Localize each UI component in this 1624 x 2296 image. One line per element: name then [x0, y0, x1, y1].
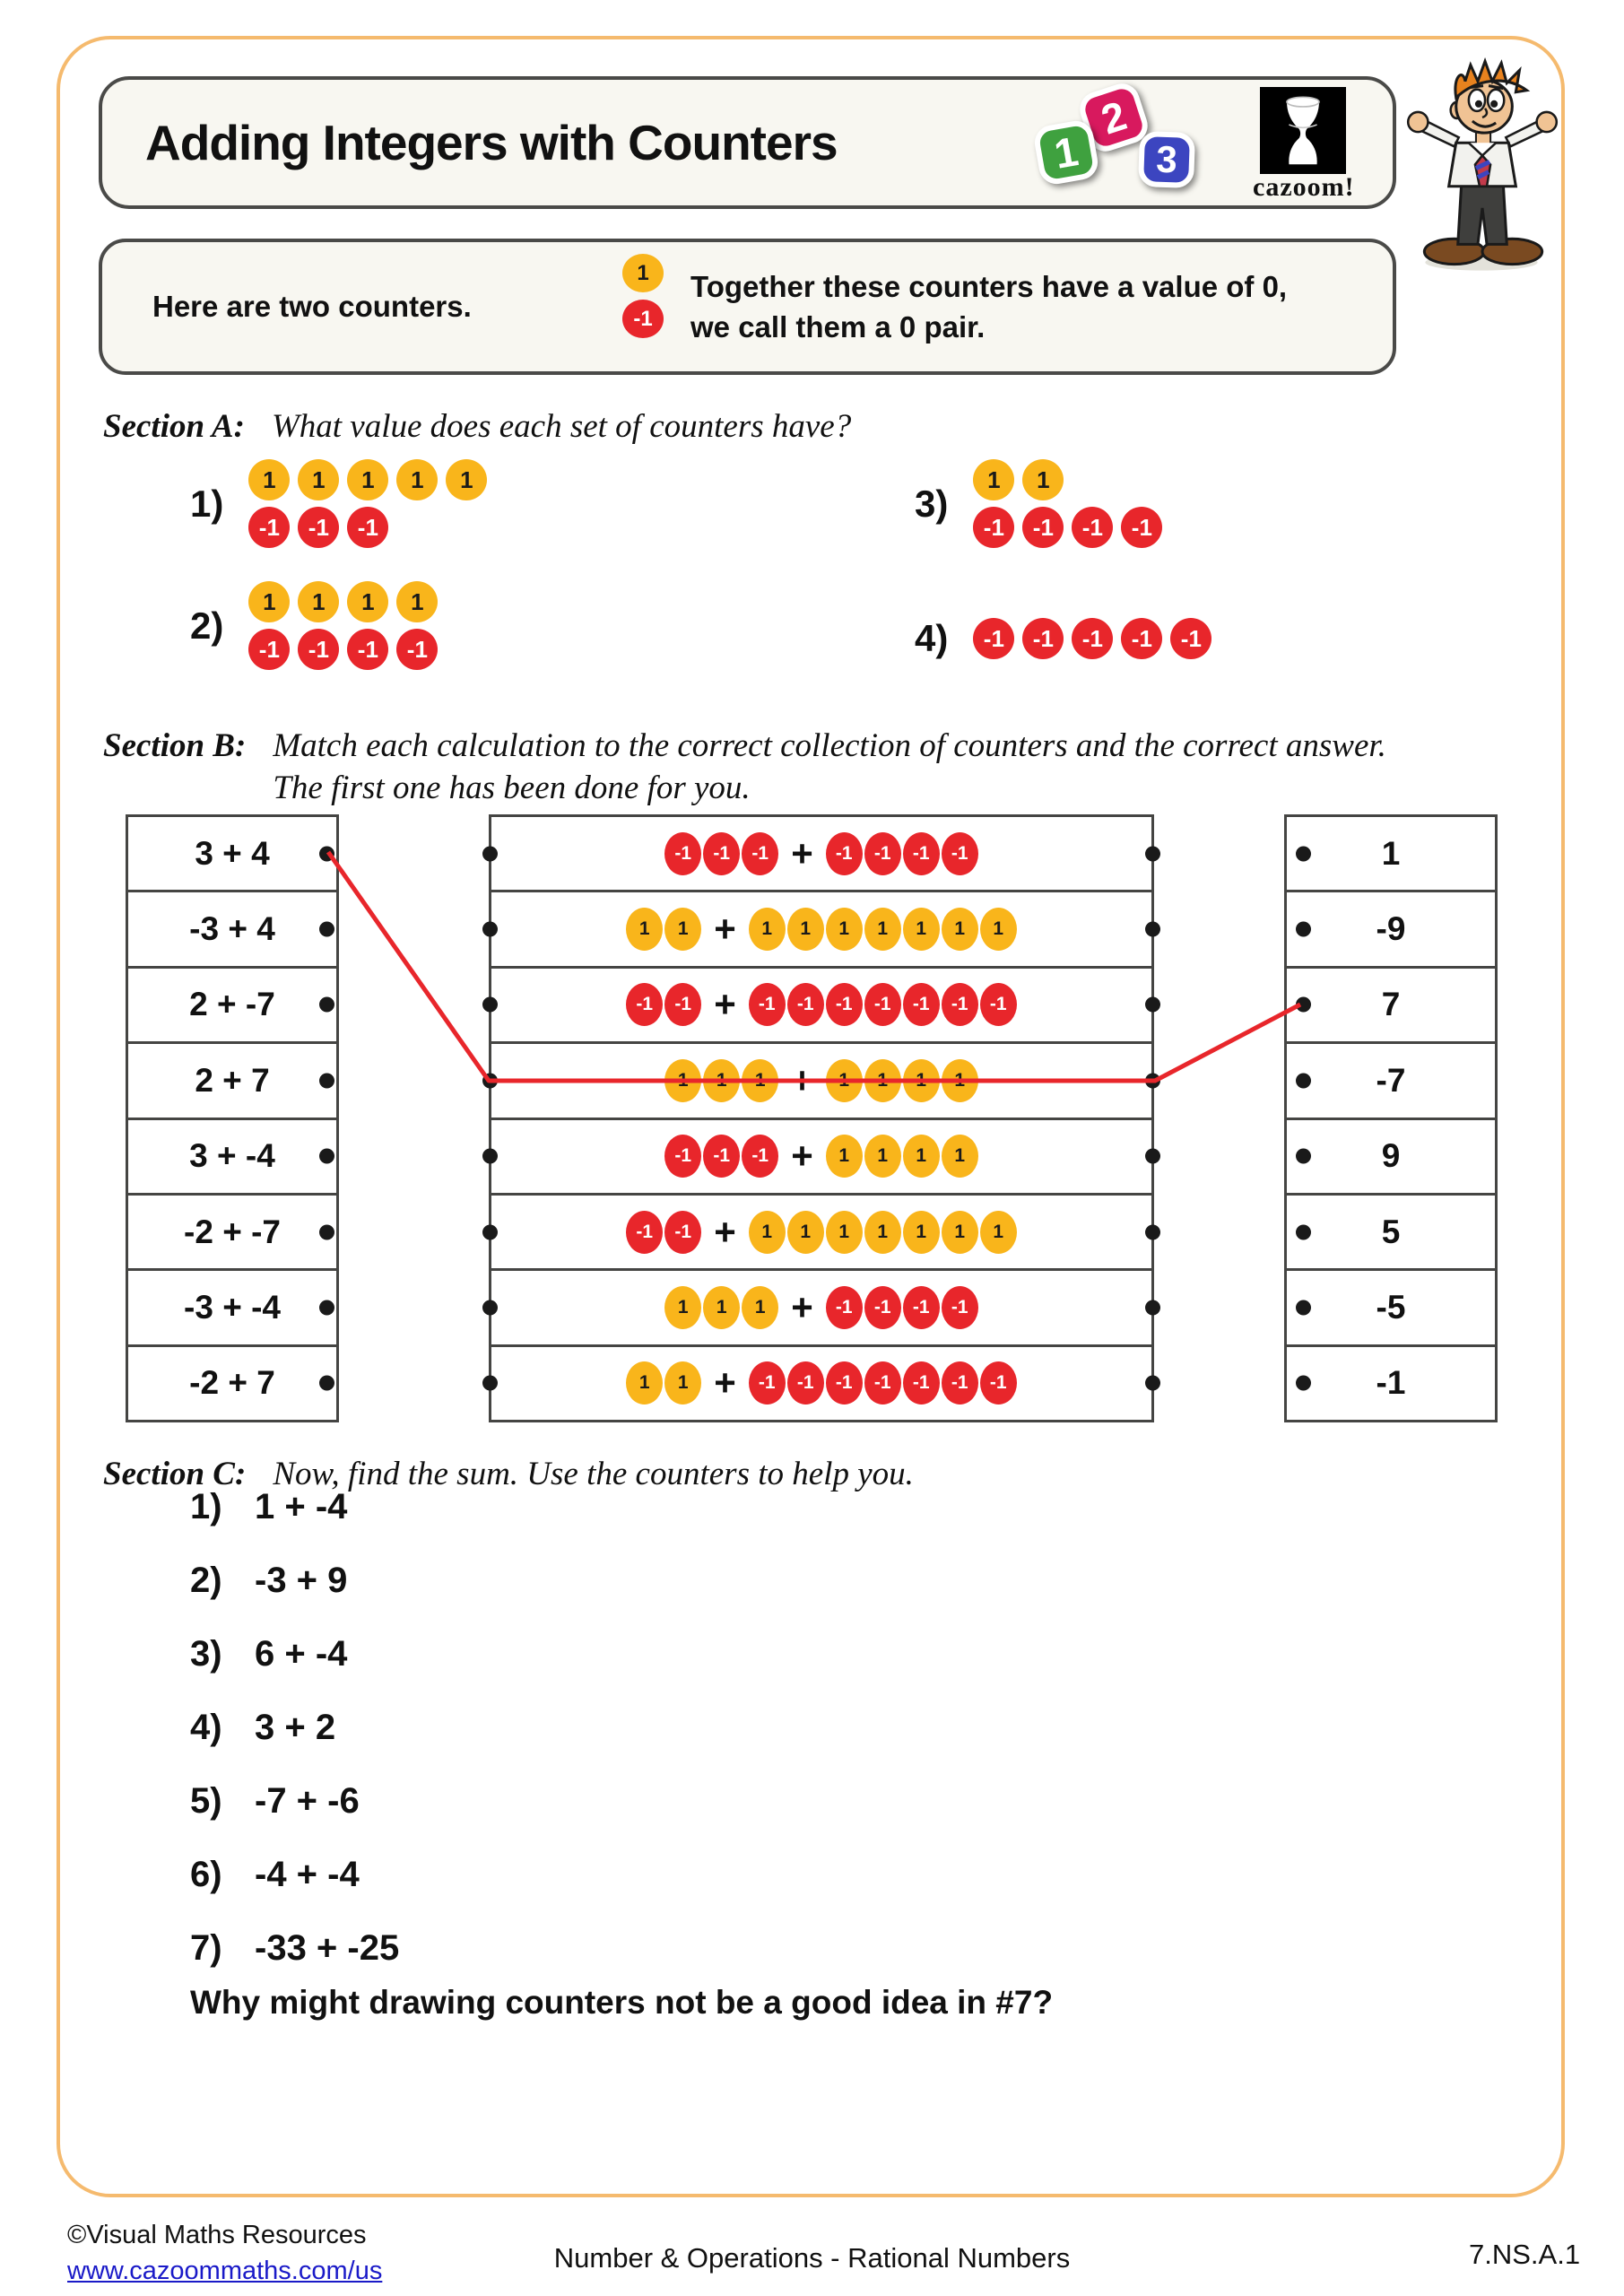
problem-expression: 3 + 2 — [255, 1708, 336, 1747]
problem-number: 2) — [190, 1561, 222, 1600]
calculation-cell — [126, 966, 339, 1044]
negative-counter: -1 — [826, 1361, 863, 1405]
connector-dot — [482, 1224, 498, 1239]
problem-expression: -4 + -4 — [255, 1855, 360, 1894]
calculation-cell — [126, 1118, 339, 1196]
positive-counter: 1 — [980, 908, 1017, 951]
positive-counter: 1 — [864, 1135, 901, 1178]
negative-counter: -1 — [1121, 618, 1162, 659]
counter-row — [248, 459, 487, 500]
connector-dot — [1145, 1224, 1160, 1239]
negative-counter: -1 — [942, 1286, 978, 1329]
positive-counter: 1 — [980, 1211, 1017, 1254]
negative-counter: -1 — [1072, 618, 1113, 659]
problem-expression: 6 + -4 — [255, 1634, 348, 1674]
positive-counter: 1 — [248, 459, 290, 500]
negative-counter: -1 — [973, 618, 1014, 659]
calculation-cell — [126, 1268, 339, 1346]
connector-dot — [482, 1376, 498, 1391]
answer-cell — [1284, 1041, 1498, 1119]
positive-counter: 1 — [664, 908, 701, 951]
problem-expression: 1 + -4 — [255, 1487, 348, 1526]
counter-expression — [664, 832, 978, 875]
answers-column — [1284, 814, 1498, 1422]
section-c-label: Section C: — [103, 1456, 247, 1492]
logo-block-1-label: 1 — [1050, 127, 1082, 178]
sum-problem — [190, 1634, 399, 1674]
positive-counter: 1 — [298, 459, 339, 500]
item-number: 2) — [190, 604, 224, 647]
negative-counter: -1 — [742, 1135, 778, 1178]
connector-dot — [1296, 997, 1311, 1013]
connector-dot — [1145, 846, 1160, 861]
negative-counter: -1 — [787, 983, 824, 1026]
negative-counter: -1 — [749, 1361, 786, 1405]
logo-block-3-label: 3 — [1155, 137, 1178, 181]
positive-counter: 1 — [742, 1286, 778, 1329]
connector-dot — [319, 846, 334, 861]
connector-dot — [1296, 1224, 1311, 1239]
counter-expression — [626, 1361, 1017, 1405]
negative-counter: -1 — [347, 629, 388, 670]
negative-counter: -1 — [1022, 507, 1064, 548]
cazoom-logo — [1253, 87, 1353, 203]
negative-counter: -1 — [903, 1361, 940, 1405]
positive-counter: 1 — [626, 1361, 663, 1405]
negative-counter: -1 — [903, 832, 940, 875]
plus-sign: + — [714, 1210, 736, 1253]
calculation-text: 3 + -4 — [189, 1137, 275, 1175]
answer-text: -9 — [1376, 910, 1406, 948]
counter-expression — [626, 983, 1017, 1026]
negative-counter: -1 — [826, 1286, 863, 1329]
connector-dot — [319, 997, 334, 1013]
negative-counter: -1 — [787, 1361, 824, 1405]
negative-counter: -1 — [942, 1361, 978, 1405]
answer-cell — [1284, 1344, 1498, 1422]
positive-counter: 1 — [942, 1059, 978, 1102]
positive-counter: 1 — [749, 1211, 786, 1254]
problem-expression: -33 + -25 — [255, 1928, 400, 1968]
negative-counter: -1 — [248, 507, 290, 548]
footer-topic: Number & Operations - Rational Numbers — [553, 2242, 1071, 2274]
calculation-cell — [126, 1193, 339, 1271]
sum-problem — [190, 1781, 399, 1822]
connector-dot — [319, 1376, 334, 1391]
positive-counter: 1 — [973, 459, 1014, 500]
positive-counter: 1 — [298, 581, 339, 622]
negative-counter: -1 — [664, 983, 701, 1026]
section-b-prompt-line-1: Match each calculation to the correct collection of counters and the correct answer. — [273, 727, 1386, 764]
positive-counter: 1 — [826, 1211, 863, 1254]
connector-dot — [319, 1149, 334, 1164]
item-number: 1) — [190, 482, 224, 525]
connector-dot — [482, 997, 498, 1013]
negative-counter: -1 — [703, 832, 740, 875]
sum-problem — [190, 1561, 399, 1601]
negative-counter: -1 — [973, 507, 1014, 548]
answer-text: 5 — [1381, 1213, 1401, 1250]
positive-counter: 1 — [742, 1059, 778, 1102]
positive-counter: 1 — [622, 254, 664, 292]
answer-cell — [1284, 1118, 1498, 1196]
connector-dot — [319, 1224, 334, 1239]
section-c-question: Why might drawing counters not be a good idea in #7? — [190, 1984, 1054, 2021]
drum-icon — [1260, 87, 1346, 174]
positive-counter: 1 — [942, 908, 978, 951]
problem-number: 6) — [190, 1855, 222, 1894]
logo-block-1 — [1032, 118, 1100, 187]
negative-counter: -1 — [664, 1135, 701, 1178]
counter-row — [248, 507, 487, 548]
counters-column — [489, 814, 1154, 1422]
negative-counter: -1 — [703, 1135, 740, 1178]
item-number: 3) — [915, 482, 949, 525]
negative-counter: -1 — [749, 983, 786, 1026]
counter-row — [973, 618, 1211, 659]
connector-dot — [482, 1149, 498, 1164]
negative-counter: -1 — [980, 1361, 1017, 1405]
positive-counter: 1 — [826, 1059, 863, 1102]
negative-counter: -1 — [742, 832, 778, 875]
negative-counter: -1 — [396, 629, 438, 670]
plus-sign: + — [791, 1135, 813, 1178]
positive-counter: 1 — [1022, 459, 1064, 500]
calculation-cell — [126, 1344, 339, 1422]
negative-counter: -1 — [942, 832, 978, 875]
counter-set — [248, 581, 438, 670]
positive-counter: 1 — [248, 581, 290, 622]
negative-counter: -1 — [298, 507, 339, 548]
positive-counter: 1 — [664, 1286, 701, 1329]
counter-expression — [626, 908, 1017, 951]
connector-dot — [482, 922, 498, 937]
answer-text: -7 — [1376, 1061, 1406, 1099]
counter-row — [248, 581, 438, 622]
counter-row — [973, 507, 1162, 548]
counter-row — [248, 629, 438, 670]
section-c-prompt: Now, find the sum. Use the counters to help you. — [273, 1456, 914, 1492]
negative-counter: -1 — [1170, 618, 1211, 659]
negative-counter: -1 — [664, 1211, 701, 1254]
positive-counter: 1 — [749, 908, 786, 951]
negative-counter: -1 — [826, 832, 863, 875]
connector-dot — [1296, 1376, 1311, 1391]
problem-number: 3) — [190, 1634, 222, 1674]
plus-sign: + — [791, 1285, 813, 1328]
cazoom-url-link[interactable]: www.cazoommaths.com/us — [67, 2257, 383, 2285]
connector-dot — [482, 1300, 498, 1315]
counters-cell — [489, 1118, 1154, 1196]
negative-counter: -1 — [864, 832, 901, 875]
section-a-prompt: What value does each set of counters have? — [271, 408, 852, 445]
zero-pair-counters — [622, 254, 664, 338]
intro-line-2: we call them a 0 pair. — [690, 310, 986, 344]
counters-cell — [489, 966, 1154, 1044]
answer-cell — [1284, 890, 1498, 968]
plus-sign: + — [791, 831, 813, 874]
counter-expression — [626, 1211, 1017, 1254]
connector-dot — [482, 1073, 498, 1088]
positive-counter: 1 — [703, 1059, 740, 1102]
section-b-prompt — [273, 725, 1386, 809]
negative-counter: -1 — [1072, 507, 1113, 548]
counter-expression — [664, 1286, 978, 1329]
negative-counter: -1 — [942, 983, 978, 1026]
section-a-label: Section A: — [103, 408, 245, 445]
section-b-label: Section B: — [103, 727, 247, 764]
answer-text: 1 — [1381, 834, 1401, 872]
section-a-item-2 — [190, 581, 438, 670]
problem-number: 4) — [190, 1708, 222, 1747]
connector-dot — [1145, 922, 1160, 937]
calculation-text: 2 + -7 — [189, 986, 275, 1023]
counters-cell — [489, 814, 1154, 892]
negative-counter: -1 — [626, 983, 663, 1026]
negative-counter: -1 — [664, 832, 701, 875]
calculation-cell — [126, 814, 339, 892]
connector-dot — [1145, 1149, 1160, 1164]
positive-counter: 1 — [787, 908, 824, 951]
negative-counter: -1 — [980, 983, 1017, 1026]
section-a-item-3 — [915, 459, 1162, 548]
problem-expression: -3 + 9 — [255, 1561, 348, 1600]
connector-dot — [482, 846, 498, 861]
positive-counter: 1 — [664, 1361, 701, 1405]
plus-sign: + — [714, 983, 736, 1026]
connector-dot — [319, 922, 334, 937]
connector-dot — [319, 1073, 334, 1088]
plus-sign: + — [791, 1058, 813, 1101]
logo-block-2-label: 2 — [1095, 91, 1133, 144]
positive-counter: 1 — [703, 1286, 740, 1329]
sum-problem — [190, 1708, 399, 1748]
positive-counter: 1 — [864, 908, 901, 951]
connector-dot — [1296, 1300, 1311, 1315]
positive-counter: 1 — [942, 1135, 978, 1178]
negative-counter: -1 — [1022, 618, 1064, 659]
negative-counter: -1 — [864, 1286, 901, 1329]
counters-cell — [489, 1041, 1154, 1119]
section-a-heading — [103, 405, 851, 448]
positive-counter: 1 — [347, 459, 388, 500]
problem-number: 7) — [190, 1928, 222, 1968]
calculation-text: -2 + -7 — [184, 1213, 281, 1250]
answer-text: 7 — [1381, 986, 1401, 1023]
counters-cell — [489, 1268, 1154, 1346]
negative-counter: -1 — [826, 983, 863, 1026]
sum-problem — [190, 1855, 399, 1895]
positive-counter: 1 — [626, 908, 663, 951]
connector-dot — [1145, 1073, 1160, 1088]
calculation-text: 2 + 7 — [195, 1061, 270, 1099]
connector-dot — [1296, 846, 1311, 861]
connector-dot — [1145, 1300, 1160, 1315]
counter-expression — [664, 1059, 978, 1102]
counter-expression — [664, 1135, 978, 1178]
counter-set — [973, 459, 1162, 548]
positive-counter: 1 — [787, 1211, 824, 1254]
connector-dot — [1296, 1073, 1311, 1088]
negative-counter: -1 — [903, 1286, 940, 1329]
positive-counter: 1 — [446, 459, 487, 500]
connector-dot — [1296, 922, 1311, 937]
answer-cell — [1284, 1268, 1498, 1346]
standard-code: 7.NS.A.1 — [1469, 2239, 1581, 2270]
problem-expression: -7 + -6 — [255, 1781, 360, 1821]
negative-counter: -1 — [347, 507, 388, 548]
counters-cell — [489, 890, 1154, 968]
positive-counter: 1 — [942, 1211, 978, 1254]
intro-line-1: Together these counters have a value of 0, — [690, 270, 1288, 303]
connector-dot — [1145, 997, 1160, 1013]
plus-sign: + — [714, 908, 736, 951]
positive-counter: 1 — [864, 1211, 901, 1254]
problem-number: 5) — [190, 1781, 222, 1821]
section-b-heading — [103, 725, 1386, 809]
positive-counter: 1 — [664, 1059, 701, 1102]
calculation-text: -3 + -4 — [184, 1288, 281, 1326]
counter-set — [973, 618, 1211, 659]
brand-wordmark: cazoom! — [1253, 172, 1355, 202]
intro-lead: Here are two counters. — [152, 290, 472, 323]
section-b-prompt-line-2: The first one has been done for you. — [273, 770, 751, 806]
negative-counter: -1 — [622, 300, 664, 338]
calculation-text: -3 + 4 — [189, 910, 275, 948]
plus-sign: + — [714, 1361, 736, 1405]
answer-text: 9 — [1381, 1137, 1401, 1175]
answer-text: -5 — [1376, 1288, 1406, 1326]
counters-cell — [489, 1193, 1154, 1271]
negative-counter: -1 — [903, 983, 940, 1026]
calculation-cell — [126, 890, 339, 968]
mascot-character — [1391, 57, 1572, 271]
connector-dot — [1296, 1149, 1311, 1164]
sum-problem — [190, 1487, 399, 1527]
item-number: 4) — [915, 617, 949, 659]
logo-block-3 — [1138, 131, 1195, 188]
answer-cell — [1284, 814, 1498, 892]
positive-counter: 1 — [903, 1211, 940, 1254]
positive-counter: 1 — [396, 581, 438, 622]
problem-number: 1) — [190, 1487, 222, 1526]
connector-dot — [319, 1300, 334, 1315]
connector-dot — [1145, 1376, 1160, 1391]
page-title: Adding Integers with Counters — [145, 115, 838, 170]
positive-counter: 1 — [903, 1135, 940, 1178]
positive-counter: 1 — [826, 1135, 863, 1178]
positive-counter: 1 — [903, 908, 940, 951]
negative-counter: -1 — [864, 983, 901, 1026]
positive-counter: 1 — [864, 1059, 901, 1102]
positive-counter: 1 — [347, 581, 388, 622]
counters-cell — [489, 1344, 1154, 1422]
negative-counter: -1 — [1121, 507, 1162, 548]
123-blocks-logo — [1035, 85, 1246, 207]
calc-column — [126, 814, 339, 1422]
intro-text — [690, 266, 1287, 347]
intro-box — [99, 239, 1396, 375]
section-a-item-4 — [915, 617, 1211, 660]
section-a-item-1 — [190, 459, 487, 548]
counter-row — [973, 459, 1162, 500]
positive-counter: 1 — [396, 459, 438, 500]
calculation-cell — [126, 1041, 339, 1119]
negative-counter: -1 — [864, 1361, 901, 1405]
calculation-text: -2 + 7 — [189, 1364, 275, 1402]
negative-counter: -1 — [298, 629, 339, 670]
answer-text: -1 — [1376, 1364, 1406, 1402]
section-c-list — [190, 1487, 399, 1969]
negative-counter: -1 — [248, 629, 290, 670]
copyright-text: ©Visual Maths Resources — [67, 2221, 367, 2249]
calculation-text: 3 + 4 — [195, 834, 270, 872]
counter-set — [248, 459, 487, 548]
positive-counter: 1 — [826, 908, 863, 951]
sum-problem — [190, 1928, 399, 1969]
answer-cell — [1284, 966, 1498, 1044]
positive-counter: 1 — [903, 1059, 940, 1102]
answer-cell — [1284, 1193, 1498, 1271]
header — [99, 76, 1396, 209]
negative-counter: -1 — [626, 1211, 663, 1254]
